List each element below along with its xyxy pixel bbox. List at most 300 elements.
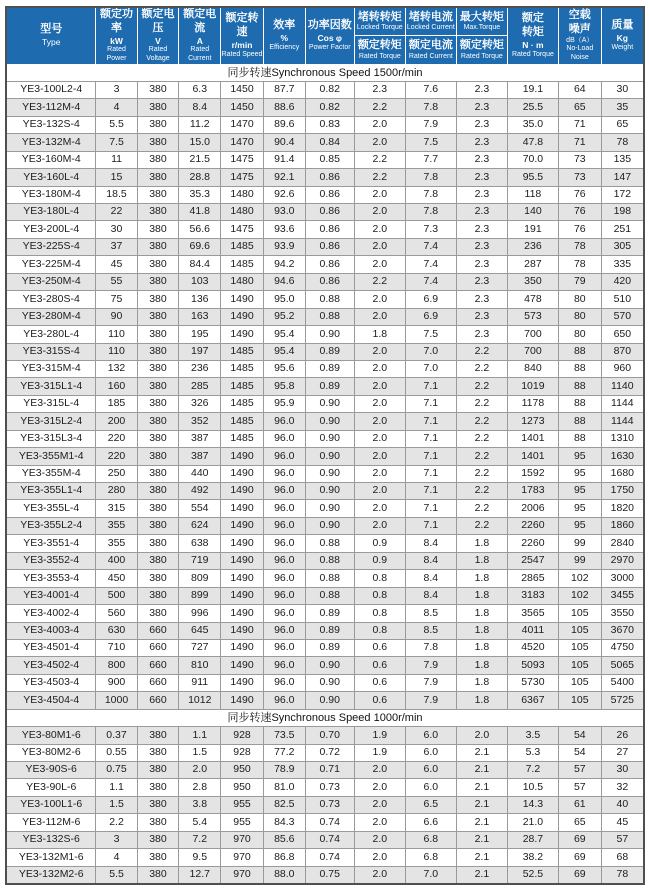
header-text: 功率因数: [307, 19, 352, 32]
cell-rated-current: 899: [179, 587, 221, 604]
cell-power-factor: 0.90: [305, 413, 354, 430]
cell-weight: 1310: [601, 430, 644, 447]
table-row: [6, 831, 644, 848]
cell-power-factor: 0.89: [305, 622, 354, 639]
cell-efficiency: 96.0: [263, 448, 305, 465]
cell-rated-voltage: 380: [137, 517, 179, 534]
table-row: [6, 744, 644, 761]
cell-locked-torque-ratio: 2.0: [354, 378, 405, 395]
cell-rated-current: 645: [179, 622, 221, 639]
header-text: Locked Current: [406, 24, 455, 32]
cell-locked-torque-ratio: 2.0: [354, 762, 405, 779]
cell-no-load-noise: 88: [558, 430, 601, 447]
cell-rated-voltage: 380: [137, 465, 179, 482]
cell-rated-torque: 2547: [507, 552, 558, 569]
cell-rated-voltage: 380: [137, 326, 179, 343]
cell-max-torque-ratio: 2.3: [456, 186, 507, 203]
cell-efficiency: 95.8: [263, 378, 305, 395]
cell-max-torque-ratio: 2.1: [456, 762, 507, 779]
cell-locked-torque-ratio: 0.6: [354, 674, 405, 691]
cell-rated-voltage: 660: [137, 692, 179, 709]
cell-rated-speed: 1490: [221, 465, 264, 482]
table-row: [6, 796, 644, 813]
table-body: [6, 64, 644, 884]
table-row: [6, 169, 644, 186]
cell-weight: 305: [601, 238, 644, 255]
cell-locked-current-ratio: 8.4: [405, 552, 456, 569]
cell-locked-current-ratio: 7.0: [405, 866, 456, 883]
cell-rated-current: 12.7: [179, 866, 221, 883]
column-header-weight: [601, 7, 644, 64]
cell-rated-speed: 1490: [221, 605, 264, 622]
cell-rated-power: 7.5: [96, 134, 137, 151]
cell-rated-voltage: 380: [137, 134, 179, 151]
cell-no-load-noise: 76: [558, 221, 601, 238]
header-text: 效率: [273, 19, 296, 32]
cell-power-factor: 0.72: [305, 744, 354, 761]
cell-rated-voltage: 380: [137, 796, 179, 813]
cell-rated-speed: 955: [221, 814, 264, 831]
cell-type: YE3-280S-4: [6, 291, 96, 308]
cell-power-factor: 0.88: [305, 291, 354, 308]
header-text: A: [196, 35, 203, 46]
cell-rated-power: 30: [96, 221, 137, 238]
section-title: 同步转速Synchronous Speed 1500r/min: [6, 64, 644, 81]
header-text: Rated Torque: [358, 52, 401, 60]
cell-no-load-noise: 99: [558, 552, 601, 569]
cell-no-load-noise: 69: [558, 831, 601, 848]
cell-locked-torque-ratio: 0.8: [354, 570, 405, 587]
table-row: [6, 99, 644, 116]
cell-no-load-noise: 99: [558, 535, 601, 552]
cell-rated-speed: 970: [221, 831, 264, 848]
cell-rated-torque: 25.5: [507, 99, 558, 116]
cell-power-factor: 0.86: [305, 204, 354, 221]
cell-locked-current-ratio: 7.9: [405, 657, 456, 674]
cell-efficiency: 93.0: [263, 204, 305, 221]
cell-weight: 78: [601, 866, 644, 883]
cell-rated-voltage: 380: [137, 81, 179, 98]
cell-type: YE3-280L-4: [6, 326, 96, 343]
cell-rated-speed: 1490: [221, 326, 264, 343]
table-row: [6, 622, 644, 639]
cell-rated-torque: 95.5: [507, 169, 558, 186]
cell-power-factor: 0.88: [305, 308, 354, 325]
cell-type: YE3-4504-4: [6, 692, 96, 709]
cell-type: YE3-132M-4: [6, 134, 96, 151]
cell-rated-current: 810: [179, 657, 221, 674]
cell-rated-power: 220: [96, 430, 137, 447]
cell-efficiency: 91.4: [263, 151, 305, 168]
column-header-max-torque-ratio: [456, 7, 507, 64]
header-text: Noise: [570, 53, 589, 61]
cell-rated-power: 4: [96, 99, 137, 116]
cell-rated-current: 1.1: [179, 727, 221, 744]
cell-type: YE3-355M-4: [6, 465, 96, 482]
cell-rated-current: 719: [179, 552, 221, 569]
cell-power-factor: 0.82: [305, 81, 354, 98]
cell-efficiency: 96.0: [263, 605, 305, 622]
table-row: [6, 692, 644, 709]
cell-efficiency: 81.0: [263, 779, 305, 796]
cell-no-load-noise: 95: [558, 448, 601, 465]
cell-rated-torque: 700: [507, 343, 558, 360]
cell-rated-power: 15: [96, 169, 137, 186]
cell-efficiency: 95.0: [263, 291, 305, 308]
column-header-power-factor: [305, 7, 354, 64]
cell-max-torque-ratio: 1.8: [456, 639, 507, 656]
cell-weight: 870: [601, 343, 644, 360]
cell-rated-voltage: 380: [137, 744, 179, 761]
cell-rated-voltage: 380: [137, 483, 179, 500]
cell-efficiency: 96.0: [263, 552, 305, 569]
cell-rated-voltage: 380: [137, 273, 179, 290]
cell-rated-speed: 1485: [221, 395, 264, 412]
cell-locked-current-ratio: 6.9: [405, 308, 456, 325]
cell-type: YE3-132M2-6: [6, 866, 96, 883]
table-row: [6, 535, 644, 552]
cell-rated-current: 352: [179, 413, 221, 430]
cell-rated-speed: 1490: [221, 552, 264, 569]
cell-locked-current-ratio: 6.8: [405, 831, 456, 848]
cell-locked-current-ratio: 7.1: [405, 448, 456, 465]
cell-locked-torque-ratio: 1.9: [354, 727, 405, 744]
cell-rated-voltage: 380: [137, 727, 179, 744]
cell-no-load-noise: 76: [558, 186, 601, 203]
cell-rated-speed: 1480: [221, 204, 264, 221]
cell-rated-torque: 4520: [507, 639, 558, 656]
cell-power-factor: 0.90: [305, 517, 354, 534]
cell-rated-torque: 21.0: [507, 814, 558, 831]
cell-power-factor: 0.86: [305, 186, 354, 203]
cell-power-factor: 0.90: [305, 500, 354, 517]
header-text: Efficiency: [269, 43, 300, 51]
cell-max-torque-ratio: 2.3: [456, 256, 507, 273]
cell-max-torque-ratio: 2.3: [456, 291, 507, 308]
cell-type: YE3-315S-4: [6, 343, 96, 360]
cell-rated-power: 200: [96, 413, 137, 430]
cell-rated-voltage: 380: [137, 116, 179, 133]
cell-rated-current: 236: [179, 360, 221, 377]
table-row: [6, 186, 644, 203]
cell-rated-current: 69.6: [179, 238, 221, 255]
cell-no-load-noise: 69: [558, 849, 601, 866]
cell-rated-voltage: 380: [137, 151, 179, 168]
header-text: %: [280, 33, 289, 44]
cell-rated-speed: 950: [221, 762, 264, 779]
cell-rated-speed: 1470: [221, 134, 264, 151]
cell-type: YE3-250M-4: [6, 273, 96, 290]
cell-rated-torque: 38.2: [507, 849, 558, 866]
header-text: 型号: [40, 23, 63, 36]
cell-weight: 68: [601, 849, 644, 866]
cell-efficiency: 82.5: [263, 796, 305, 813]
cell-no-load-noise: 73: [558, 151, 601, 168]
cell-rated-current: 554: [179, 500, 221, 517]
cell-type: YE3-80M1-6: [6, 727, 96, 744]
cell-no-load-noise: 54: [558, 744, 601, 761]
cell-power-factor: 0.70: [305, 727, 354, 744]
cell-rated-voltage: 380: [137, 238, 179, 255]
cell-weight: 198: [601, 204, 644, 221]
cell-weight: 1750: [601, 483, 644, 500]
cell-locked-current-ratio: 7.0: [405, 360, 456, 377]
cell-no-load-noise: 95: [558, 500, 601, 517]
cell-weight: 35: [601, 99, 644, 116]
cell-rated-speed: 1475: [221, 151, 264, 168]
cell-rated-power: 5.5: [96, 866, 137, 883]
cell-rated-voltage: 380: [137, 221, 179, 238]
cell-rated-current: 492: [179, 483, 221, 500]
cell-locked-torque-ratio: 2.0: [354, 343, 405, 360]
table-row: [6, 134, 644, 151]
table-row: [6, 221, 644, 238]
cell-rated-power: 710: [96, 639, 137, 656]
cell-efficiency: 96.0: [263, 465, 305, 482]
cell-type: YE3-180M-4: [6, 186, 96, 203]
cell-efficiency: 86.8: [263, 849, 305, 866]
cell-rated-speed: 1490: [221, 308, 264, 325]
cell-weight: 135: [601, 151, 644, 168]
cell-rated-speed: 928: [221, 744, 264, 761]
header-text: Power Factor: [308, 43, 351, 51]
cell-weight: 172: [601, 186, 644, 203]
cell-locked-current-ratio: 7.1: [405, 465, 456, 482]
cell-locked-torque-ratio: 0.8: [354, 622, 405, 639]
cell-efficiency: 96.0: [263, 692, 305, 709]
cell-rated-voltage: 380: [137, 169, 179, 186]
cell-rated-power: 630: [96, 622, 137, 639]
table-row: [6, 849, 644, 866]
cell-rated-power: 110: [96, 343, 137, 360]
header-text: 额定: [521, 12, 544, 25]
cell-locked-torque-ratio: 2.0: [354, 360, 405, 377]
cell-power-factor: 0.75: [305, 866, 354, 883]
header-text: 噪声: [568, 23, 591, 36]
cell-weight: 1680: [601, 465, 644, 482]
cell-locked-torque-ratio: 2.2: [354, 99, 405, 116]
cell-type: YE3-4002-4: [6, 605, 96, 622]
cell-type: YE3-200L-4: [6, 221, 96, 238]
cell-no-load-noise: 102: [558, 570, 601, 587]
cell-max-torque-ratio: 1.8: [456, 535, 507, 552]
header-text: 额定电压: [141, 8, 175, 35]
cell-rated-power: 400: [96, 552, 137, 569]
table-row: [6, 273, 644, 290]
cell-no-load-noise: 80: [558, 308, 601, 325]
cell-rated-current: 809: [179, 570, 221, 587]
cell-locked-torque-ratio: 0.6: [354, 657, 405, 674]
cell-rated-speed: 1485: [221, 256, 264, 273]
cell-rated-power: 55: [96, 273, 137, 290]
table-row: [6, 204, 644, 221]
table-row: [6, 116, 644, 133]
cell-locked-torque-ratio: 0.8: [354, 605, 405, 622]
cell-power-factor: 0.86: [305, 256, 354, 273]
cell-rated-speed: 1490: [221, 639, 264, 656]
cell-type: YE3-3552-4: [6, 552, 96, 569]
cell-rated-voltage: 380: [137, 587, 179, 604]
cell-locked-current-ratio: 7.4: [405, 238, 456, 255]
cell-rated-voltage: 380: [137, 831, 179, 848]
cell-power-factor: 0.86: [305, 273, 354, 290]
cell-weight: 650: [601, 326, 644, 343]
cell-max-torque-ratio: 2.2: [456, 395, 507, 412]
cell-type: YE3-90L-6: [6, 779, 96, 796]
cell-no-load-noise: 73: [558, 169, 601, 186]
cell-rated-power: 90: [96, 308, 137, 325]
cell-rated-torque: 191: [507, 221, 558, 238]
cell-locked-current-ratio: 8.4: [405, 587, 456, 604]
table-row: [6, 326, 644, 343]
cell-rated-voltage: 380: [137, 291, 179, 308]
cell-max-torque-ratio: 2.2: [456, 378, 507, 395]
cell-locked-current-ratio: 7.5: [405, 326, 456, 343]
cell-power-factor: 0.71: [305, 762, 354, 779]
cell-rated-current: 2.8: [179, 779, 221, 796]
cell-rated-speed: 1490: [221, 500, 264, 517]
cell-locked-torque-ratio: 1.8: [354, 326, 405, 343]
cell-type: YE3-100L1-6: [6, 796, 96, 813]
cell-rated-power: 185: [96, 395, 137, 412]
cell-max-torque-ratio: 2.3: [456, 99, 507, 116]
header-text: 额定转速: [225, 12, 259, 39]
cell-rated-voltage: 380: [137, 430, 179, 447]
cell-rated-current: 2.0: [179, 762, 221, 779]
cell-max-torque-ratio: 2.1: [456, 831, 507, 848]
cell-locked-torque-ratio: 2.0: [354, 517, 405, 534]
cell-weight: 78: [601, 134, 644, 151]
table-row: [6, 762, 644, 779]
cell-no-load-noise: 78: [558, 256, 601, 273]
table-row: [6, 779, 644, 796]
cell-rated-torque: 3565: [507, 605, 558, 622]
cell-rated-torque: 14.3: [507, 796, 558, 813]
cell-type: YE3-355M1-4: [6, 448, 96, 465]
table-row: [6, 413, 644, 430]
cell-locked-current-ratio: 6.9: [405, 291, 456, 308]
cell-weight: 30: [601, 762, 644, 779]
cell-rated-power: 3: [96, 831, 137, 848]
cell-efficiency: 96.0: [263, 657, 305, 674]
cell-weight: 1140: [601, 378, 644, 395]
table-row: [6, 639, 644, 656]
cell-type: YE3-225M-4: [6, 256, 96, 273]
cell-no-load-noise: 64: [558, 81, 601, 98]
cell-rated-speed: 1480: [221, 186, 264, 203]
header-text: 额定转矩: [357, 38, 402, 51]
cell-rated-torque: 5730: [507, 674, 558, 691]
cell-max-torque-ratio: 2.3: [456, 134, 507, 151]
cell-efficiency: 96.0: [263, 413, 305, 430]
cell-rated-power: 37: [96, 238, 137, 255]
cell-type: YE3-4001-4: [6, 587, 96, 604]
cell-rated-power: 220: [96, 448, 137, 465]
cell-efficiency: 96.0: [263, 639, 305, 656]
header-text: Rated Current: [408, 52, 453, 60]
cell-max-torque-ratio: 1.8: [456, 587, 507, 604]
cell-power-factor: 0.90: [305, 395, 354, 412]
cell-rated-voltage: 380: [137, 762, 179, 779]
column-header-rated-power: [96, 7, 137, 64]
cell-rated-voltage: 380: [137, 99, 179, 116]
cell-locked-current-ratio: 7.8: [405, 204, 456, 221]
cell-rated-power: 132: [96, 360, 137, 377]
cell-rated-current: 28.8: [179, 169, 221, 186]
cell-locked-current-ratio: 7.8: [405, 169, 456, 186]
cell-no-load-noise: 105: [558, 657, 601, 674]
cell-max-torque-ratio: 2.3: [456, 204, 507, 221]
table-row: [6, 238, 644, 255]
cell-weight: 1860: [601, 517, 644, 534]
cell-locked-torque-ratio: 2.0: [354, 116, 405, 133]
cell-rated-voltage: 380: [137, 779, 179, 796]
cell-efficiency: 84.3: [263, 814, 305, 831]
cell-locked-current-ratio: 7.3: [405, 221, 456, 238]
cell-locked-torque-ratio: 2.0: [354, 395, 405, 412]
cell-locked-current-ratio: 7.4: [405, 256, 456, 273]
cell-rated-current: 387: [179, 430, 221, 447]
cell-efficiency: 92.1: [263, 169, 305, 186]
cell-type: YE3-4501-4: [6, 639, 96, 656]
header-text: Type: [42, 37, 61, 48]
cell-type: YE3-4503-4: [6, 674, 96, 691]
cell-locked-torque-ratio: 0.8: [354, 587, 405, 604]
cell-rated-torque: 236: [507, 238, 558, 255]
table-row: [6, 360, 644, 377]
column-header-rated-current: [179, 7, 221, 64]
cell-rated-voltage: 660: [137, 639, 179, 656]
cell-max-torque-ratio: 2.1: [456, 849, 507, 866]
cell-weight: 1144: [601, 395, 644, 412]
header-text: 堵转转矩: [357, 10, 402, 23]
cell-rated-torque: 6367: [507, 692, 558, 709]
cell-power-factor: 0.89: [305, 639, 354, 656]
cell-locked-torque-ratio: 2.0: [354, 796, 405, 813]
cell-max-torque-ratio: 2.3: [456, 81, 507, 98]
cell-rated-torque: 4011: [507, 622, 558, 639]
cell-type: YE3-355L2-4: [6, 517, 96, 534]
header-text: kW: [110, 35, 123, 46]
cell-locked-current-ratio: 7.5: [405, 134, 456, 151]
header-text: Cos φ: [317, 33, 342, 44]
header-text: 额定功率: [100, 8, 134, 35]
section-row: [6, 709, 644, 726]
cell-efficiency: 95.4: [263, 326, 305, 343]
cell-rated-voltage: 380: [137, 343, 179, 360]
header-text: 额定转矩: [459, 38, 504, 51]
cell-efficiency: 78.9: [263, 762, 305, 779]
cell-type: YE3-355L-4: [6, 500, 96, 517]
column-header-no-load-noise: [558, 7, 601, 64]
cell-rated-speed: 1490: [221, 291, 264, 308]
cell-no-load-noise: 88: [558, 413, 601, 430]
cell-rated-power: 1.1: [96, 779, 137, 796]
cell-rated-power: 5.5: [96, 116, 137, 133]
cell-no-load-noise: 71: [558, 134, 601, 151]
cell-locked-current-ratio: 6.0: [405, 779, 456, 796]
table-row: [6, 605, 644, 622]
cell-max-torque-ratio: 2.3: [456, 221, 507, 238]
cell-power-factor: 0.82: [305, 99, 354, 116]
cell-rated-current: 15.0: [179, 134, 221, 151]
cell-rated-power: 160: [96, 378, 137, 395]
cell-no-load-noise: 95: [558, 465, 601, 482]
column-header-locked-current-ratio: [405, 7, 456, 64]
header-text: V: [155, 35, 161, 46]
header-text: Max.Torque: [463, 24, 501, 32]
cell-efficiency: 92.6: [263, 186, 305, 203]
